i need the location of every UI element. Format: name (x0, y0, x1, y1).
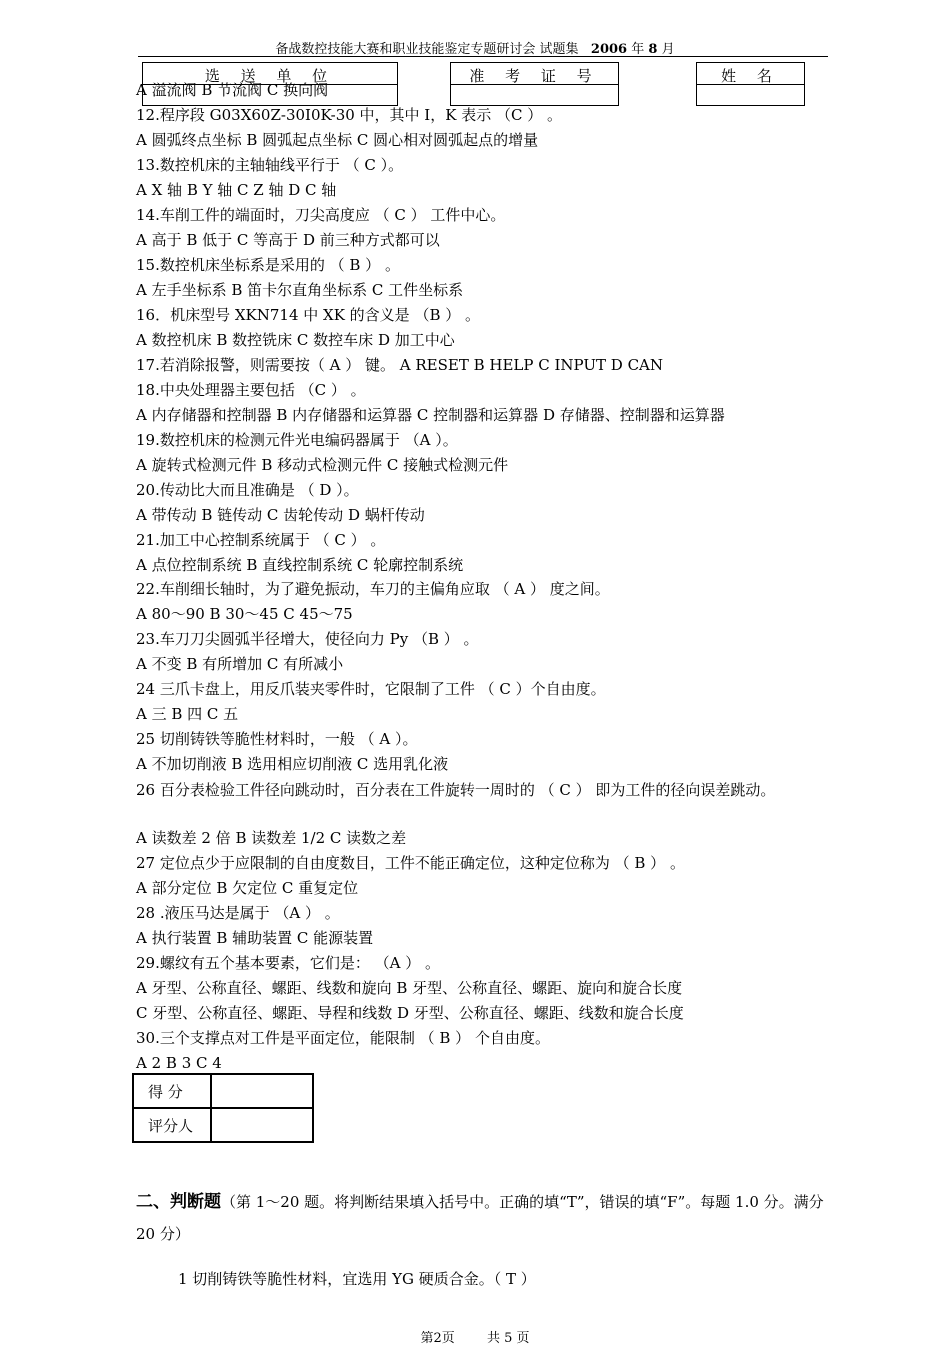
grader-label: 评分人 (133, 1108, 211, 1142)
question-line: A 旋转式检测元件 B 移动式检测元件 C 接触式检测元件 (136, 456, 509, 474)
question-line: A 部分定位 B 欠定位 C 重复定位 (136, 879, 359, 897)
question-line: A 不变 B 有所增加 C 有所减小 (136, 655, 344, 673)
question-line: A 点位控制系统 B 直线控制系统 C 轮廓控制系统 (136, 556, 464, 574)
name-label: 姓 名 (721, 67, 780, 85)
question-line: A 不加切削液 B 选用相应切削液 C 选用乳化液 (136, 755, 449, 773)
header-year: 2006 (590, 42, 628, 57)
page-number: 第2页 (420, 1331, 455, 1346)
page-header (0, 38, 950, 57)
score-table (132, 1073, 314, 1143)
question-line: 14.车削工件的端面时，刀尖高度应 （ C ） 工件中心。 (136, 206, 506, 224)
section-2-heading (136, 1186, 831, 1250)
grader-field[interactable] (211, 1108, 313, 1142)
question-line: 18.中央处理器主要包括 （C ） 。 (136, 381, 366, 399)
question-line: A 执行装置 B 辅助装置 C 能源装置 (136, 929, 374, 947)
score-label: 得 分 (133, 1074, 211, 1108)
header-month-unit: 月 (661, 42, 675, 57)
question-line: 16．机床型号 XKN714 中 XK 的含义是 （B ） 。 (136, 306, 481, 324)
question-line: A 左手坐标系 B 笛卡尔直角坐标系 C 工件坐标系 (136, 281, 464, 299)
question-line: A 牙型、公称直径、螺距、线数和旋向 B 牙型、公称直径、螺距、旋向和旋合长度 (136, 979, 683, 997)
page-footer (0, 1327, 950, 1346)
header-rule (138, 56, 828, 57)
question-line: 27 定位点少于应限制的自由度数目，工件不能正确定位，这种定位称为 （ B ） 。 (136, 854, 685, 872)
question-line: 19.数控机床的检测元件光电编码器属于 （A ）。 (136, 431, 458, 449)
question-line: A X 轴 B Y 轴 C Z 轴 D C 轴 (136, 181, 337, 199)
header-month: 8 (648, 42, 658, 57)
question-line: 20.传动比大而且准确是 （ D ）。 (136, 481, 359, 499)
question-line: A 圆弧终点坐标 B 圆弧起点坐标 C 圆心相对圆弧起点的增量 (136, 131, 539, 149)
question-line: 29.螺纹有五个基本要素，它们是： （A ） 。 (136, 954, 440, 972)
header-year-unit: 年 (631, 42, 645, 57)
question-line: 13.数控机床的主轴轴线平行于 （ C ）。 (136, 156, 404, 174)
page-total: 共 5 页 (486, 1331, 530, 1346)
question-line: 28 .液压马达是属于 （A ） 。 (136, 904, 340, 922)
question-line: 12.程序段 G03X60Z-30I0K-30 中，其中 I，K 表示 （C ） 。 (136, 106, 562, 124)
question-line: 25 切削铸铁等脆性材料时，一般 （ A ）。 (136, 730, 418, 748)
judge-item: 1 切削铸铁等脆性材料，宜选用 YG 硬质合金。（ T ） (178, 1270, 536, 1288)
section-2-desc: （第 1～20 题。将判断结果填入括号中。正确的填“T”，错误的填“F”。每题 1.0 分。满分 20 分） (136, 1193, 824, 1243)
header-title: 备战数控技能大赛和职业技能鉴定专题研讨会 试题集 (275, 42, 579, 57)
question-line: 22.车削细长轴时，为了避免振动，车刀的主偏角应取 （ A ） 度之间。 (136, 580, 610, 598)
question-line: 26 百分表检验工件径向跳动时，百分表在工件旋转一周时的 （ C ） 即为工件的径向误差跳动。 (136, 781, 776, 799)
question-line: 24 三爪卡盘上，用反爪装夹零件时，它限制了工件 （ C ）个自由度。 (136, 680, 606, 698)
question-line: A 2 B 3 C 4 (136, 1054, 222, 1072)
question-line: A 高于 B 低于 C 等高于 D 前三种方式都可以 (136, 231, 440, 249)
section-2-title: 二、判断题 (136, 1192, 221, 1212)
question-line: A 三 B 四 C 五 (136, 705, 239, 723)
question-line: 15.数控机床坐标系是采用的 （ B ） 。 (136, 256, 400, 274)
question-line: 21.加工中心控制系统属于 （ C ） 。 (136, 531, 386, 549)
question-line: A 内存储器和控制器 B 内存储器和运算器 C 控制器和运算器 D 存储器、控制器和运算器 (136, 406, 725, 424)
id-label: 准 考 证 号 (469, 67, 600, 85)
question-line: 30.三个支撑点对工件是平面定位，能限制 （ B ） 个自由度。 (136, 1029, 550, 1047)
score-field[interactable] (211, 1074, 313, 1108)
question-line: C 牙型、公称直径、螺距、导程和线数 D 牙型、公称直径、螺距、线数和旋合长度 (136, 1004, 684, 1022)
question-line: 17.若消除报警，则需要按（ A ） 键。 A RESET B HELP C INPUT D CAN (136, 356, 664, 374)
question-line: A 带传动 B 链传动 C 齿轮传动 D 蜗杆传动 (136, 506, 425, 524)
question-line: 23.车刀刀尖圆弧半径增大，使径向力 Py （B ） 。 (136, 630, 479, 648)
question-line: A 溢流阀 B 节流阀 C 换向阀 (136, 81, 329, 99)
question-line: A 数控机床 B 数控铣床 C 数控车床 D 加工中心 (136, 331, 455, 349)
question-line: A 80～90 B 30～45 C 45～75 (136, 605, 353, 623)
unit-label: 选 送 单 位 (204, 67, 336, 85)
question-line: A 读数差 2 倍 B 读数差 1/2 C 读数之差 (136, 829, 407, 847)
